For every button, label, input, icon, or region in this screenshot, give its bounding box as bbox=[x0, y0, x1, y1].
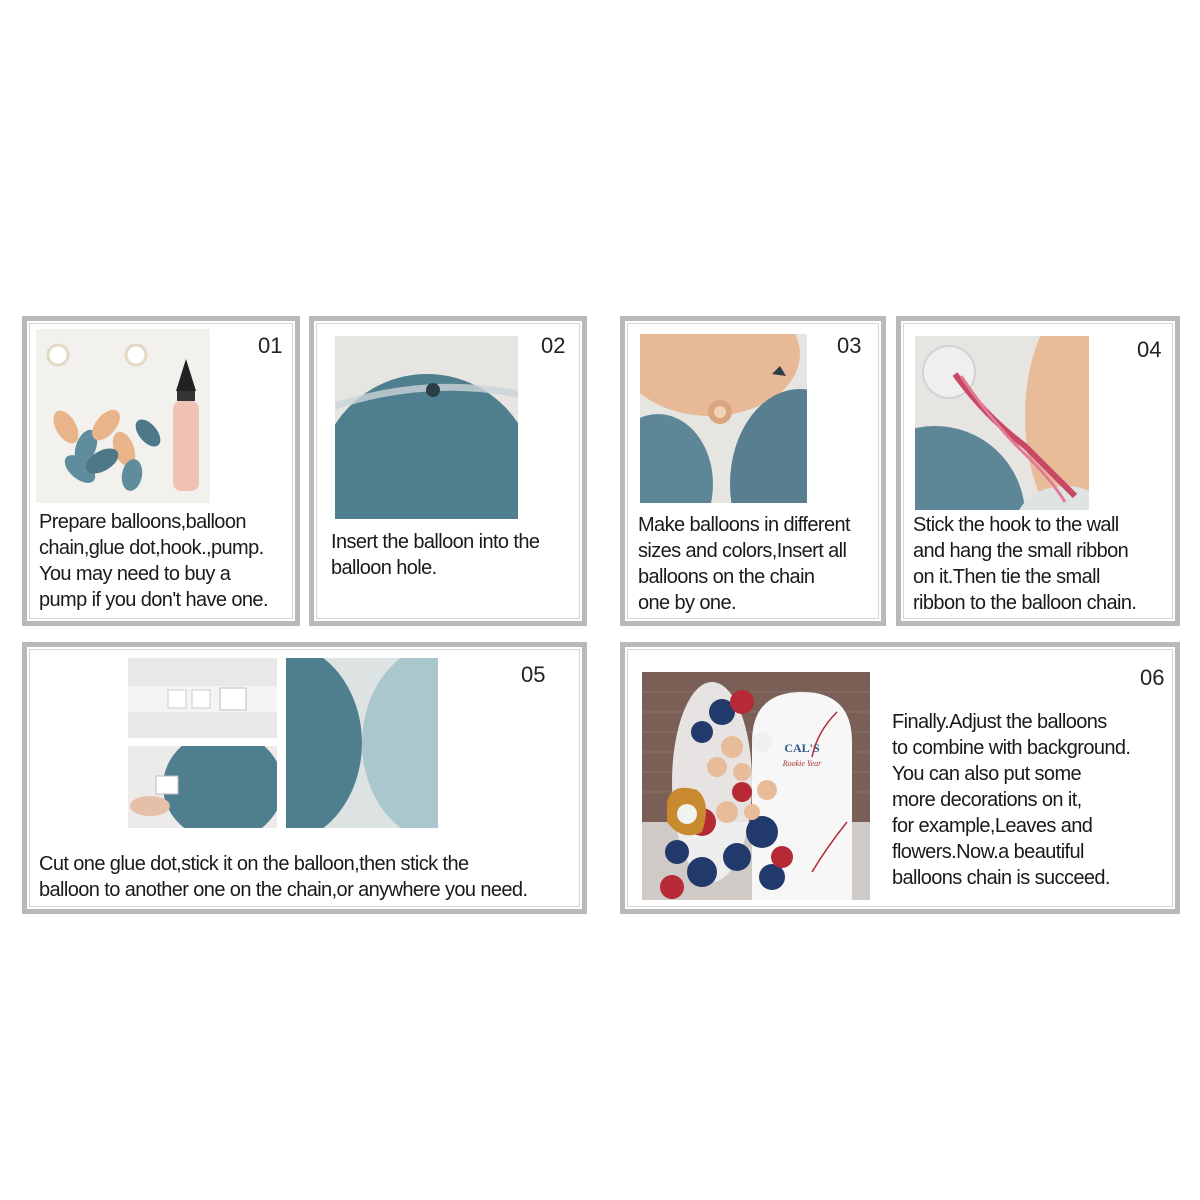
step-03-photo bbox=[640, 334, 807, 503]
step-number: 01 bbox=[258, 333, 283, 358]
step-01-photo bbox=[36, 329, 210, 503]
step-05-joined-balloons-photo bbox=[286, 658, 438, 828]
step-05-glue-dot-photo bbox=[128, 658, 277, 738]
sign-subtitle: Rookie Year bbox=[782, 759, 822, 768]
step-description: Prepare balloons,balloon chain,glue dot,hook.,pump. You may need to buy a pump if you don't have one. bbox=[39, 511, 268, 611]
step-description: Cut one glue dot,stick it on the balloon,then stick the balloon to another one on the chain,or anywhere you need. bbox=[39, 853, 528, 901]
step-04-photo bbox=[915, 336, 1089, 510]
step-02-photo bbox=[335, 336, 518, 519]
step-card-05 bbox=[22, 642, 587, 914]
step-number: 03 bbox=[837, 333, 862, 358]
step-description: Finally.Adjust the balloons to combine with background. You can also put some more decorations on it, for example,Leaves and flowers.Now.a beautiful balloons chain is succeed. bbox=[892, 711, 1131, 889]
balloon-garland-illustration bbox=[642, 672, 870, 900]
step-06-photo bbox=[642, 672, 870, 900]
step-number: 06 bbox=[1140, 665, 1165, 690]
step-number: 04 bbox=[1137, 337, 1162, 362]
glue-dot-strip-illustration bbox=[128, 658, 277, 738]
sign-title: CAL'S bbox=[784, 741, 820, 755]
step-number: 05 bbox=[521, 662, 546, 687]
step-description: Make balloons in different sizes and colors,Insert all balloons on the chain one by one. bbox=[638, 514, 850, 614]
step-card-01 bbox=[22, 316, 300, 626]
step-05-stick-photo bbox=[128, 746, 277, 828]
balloon-supplies-illustration bbox=[36, 329, 210, 503]
balloon-in-chain-illustration bbox=[335, 336, 518, 519]
hand-applying-glue-illustration bbox=[128, 746, 277, 828]
step-number: 02 bbox=[541, 333, 566, 358]
two-balloons-joined-illustration bbox=[286, 658, 438, 828]
step-card-03 bbox=[620, 316, 886, 626]
balloons-on-chain-illustration bbox=[640, 334, 807, 503]
step-card-04 bbox=[896, 316, 1180, 626]
step-card-06 bbox=[620, 642, 1180, 914]
step-description: Insert the balloon into the balloon hole. bbox=[331, 531, 540, 579]
step-description: Stick the hook to the wall and hang the small ribbon on it.Then tie the small ribbon to the balloon chain. bbox=[913, 514, 1137, 614]
hook-and-ribbon-illustration bbox=[915, 336, 1089, 510]
step-card-02 bbox=[309, 316, 587, 626]
